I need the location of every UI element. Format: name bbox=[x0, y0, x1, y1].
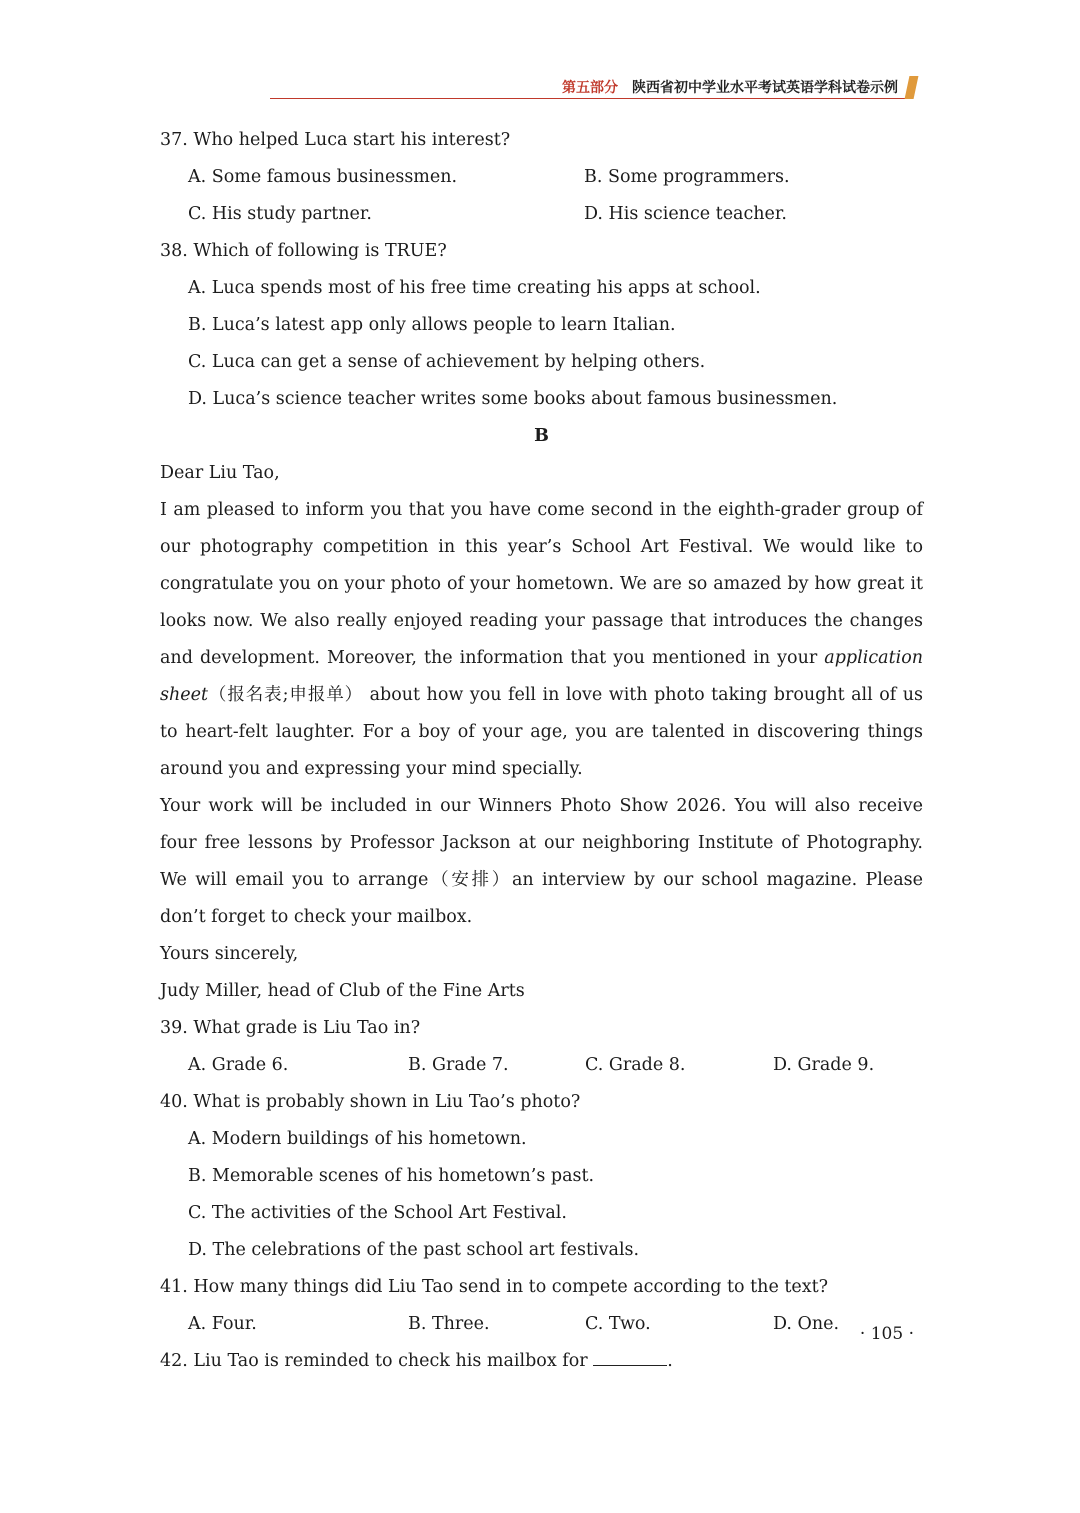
question-40-option-a: A. Modern buildings of his hometown. bbox=[188, 1129, 527, 1149]
section-b-title: B bbox=[534, 426, 549, 446]
question-38-option-c: C. Luca can get a sense of achievement by helping others. bbox=[188, 352, 706, 372]
question-41-option-b: B. Three. bbox=[408, 1314, 490, 1334]
header-rule bbox=[270, 98, 910, 100]
question-41-option-d: D. One. bbox=[773, 1314, 840, 1334]
letter-greeting: Dear Liu Tao, bbox=[160, 463, 280, 483]
question-41-stem: 41. How many things did Liu Tao send in to compete according to the text? bbox=[160, 1277, 829, 1297]
question-37-option-a: A. Some famous businessmen. bbox=[188, 167, 458, 187]
question-38-stem: 38. Which of following is TRUE? bbox=[160, 241, 447, 261]
header-text bbox=[556, 77, 898, 97]
question-37-option-c: C. His study partner. bbox=[188, 204, 372, 224]
question-39-option-b: B. Grade 7. bbox=[408, 1055, 509, 1075]
question-39-options bbox=[160, 1047, 923, 1084]
letter-paragraph-1-end: about how you fell in love with photo taking brought all of us to heart-felt laughter. For a boy of your age, you are talented in discovering things around you and expressing your mind specially. bbox=[160, 685, 923, 779]
question-38-option-b: B. Luca’s latest app only allows people to learn Italian. bbox=[188, 315, 676, 335]
question-40-stem: 40. What is probably shown in Liu Tao’s photo? bbox=[160, 1092, 581, 1112]
question-37-option-d: D. His science teacher. bbox=[584, 204, 787, 224]
running-header bbox=[270, 76, 916, 100]
question-42-end: . bbox=[667, 1351, 673, 1371]
page-number: · 105 · bbox=[859, 1324, 914, 1344]
question-41-option-c: C. Two. bbox=[585, 1314, 651, 1334]
letter-signature: Judy Miller, head of Club of the Fine Arts bbox=[160, 981, 525, 1001]
question-38-option-a: A. Luca spends most of his free time creating his apps at school. bbox=[188, 278, 761, 298]
letter-paragraph-1-gloss: （报名表;申报单） bbox=[208, 685, 364, 705]
question-42-stem: 42. Liu Tao is reminded to check his mailbox for bbox=[160, 1351, 588, 1371]
question-37-stem: 37. Who helped Luca start his interest? bbox=[160, 130, 511, 150]
letter-paragraph-1-start: I am pleased to inform you that you have come second in the eighth-grader group of our photography competition in this year’s School Art Festival. We would like to congratulate you on your photo of your hometown. We are so amazed by how great it looks now. We also really enjoyed reading your passage that introduces the changes and development. Moreover, the information that you mentioned in your bbox=[160, 500, 923, 668]
question-37-options-row-1 bbox=[160, 159, 923, 196]
letter-paragraph-1 bbox=[160, 492, 923, 788]
answer-blank[interactable] bbox=[593, 1349, 667, 1366]
page-content bbox=[160, 122, 923, 1380]
question-37-option-b: B. Some programmers. bbox=[584, 167, 790, 187]
letter-paragraph-1-italic-term: application sheet bbox=[160, 648, 923, 705]
question-39-option-a: A. Grade 6. bbox=[188, 1055, 289, 1075]
question-38-option-d: D. Luca’s science teacher writes some books about famous businessmen. bbox=[188, 389, 838, 409]
letter-paragraph-2: Your work will be included in our Winners Photo Show 2026. You will also receive four free lessons by Professor Jackson at our neighboring Institute of Photography. We will email you to arrange（安排）an interview by our school magazine. Please don’t forget to check your mailbox. bbox=[160, 796, 923, 927]
header-part: 第五部分 bbox=[562, 80, 618, 96]
question-40-option-c: C. The activities of the School Art Festival. bbox=[188, 1203, 567, 1223]
question-40-option-b: B. Memorable scenes of his hometown’s past. bbox=[188, 1166, 595, 1186]
question-41-option-a: A. Four. bbox=[188, 1314, 257, 1334]
header-title: 陕西省初中学业水平考试英语学科试卷示例 bbox=[632, 80, 898, 96]
question-39-option-c: C. Grade 8. bbox=[585, 1055, 686, 1075]
question-39-option-d: D. Grade 9. bbox=[773, 1055, 875, 1075]
letter-closing: Yours sincerely, bbox=[160, 944, 299, 964]
question-42 bbox=[160, 1343, 923, 1380]
header-tab-marker bbox=[905, 76, 919, 99]
question-37-options-row-2 bbox=[160, 196, 923, 233]
question-39-stem: 39. What grade is Liu Tao in? bbox=[160, 1018, 421, 1038]
question-41-options bbox=[160, 1306, 923, 1343]
question-40-option-d: D. The celebrations of the past school art festivals. bbox=[188, 1240, 640, 1260]
